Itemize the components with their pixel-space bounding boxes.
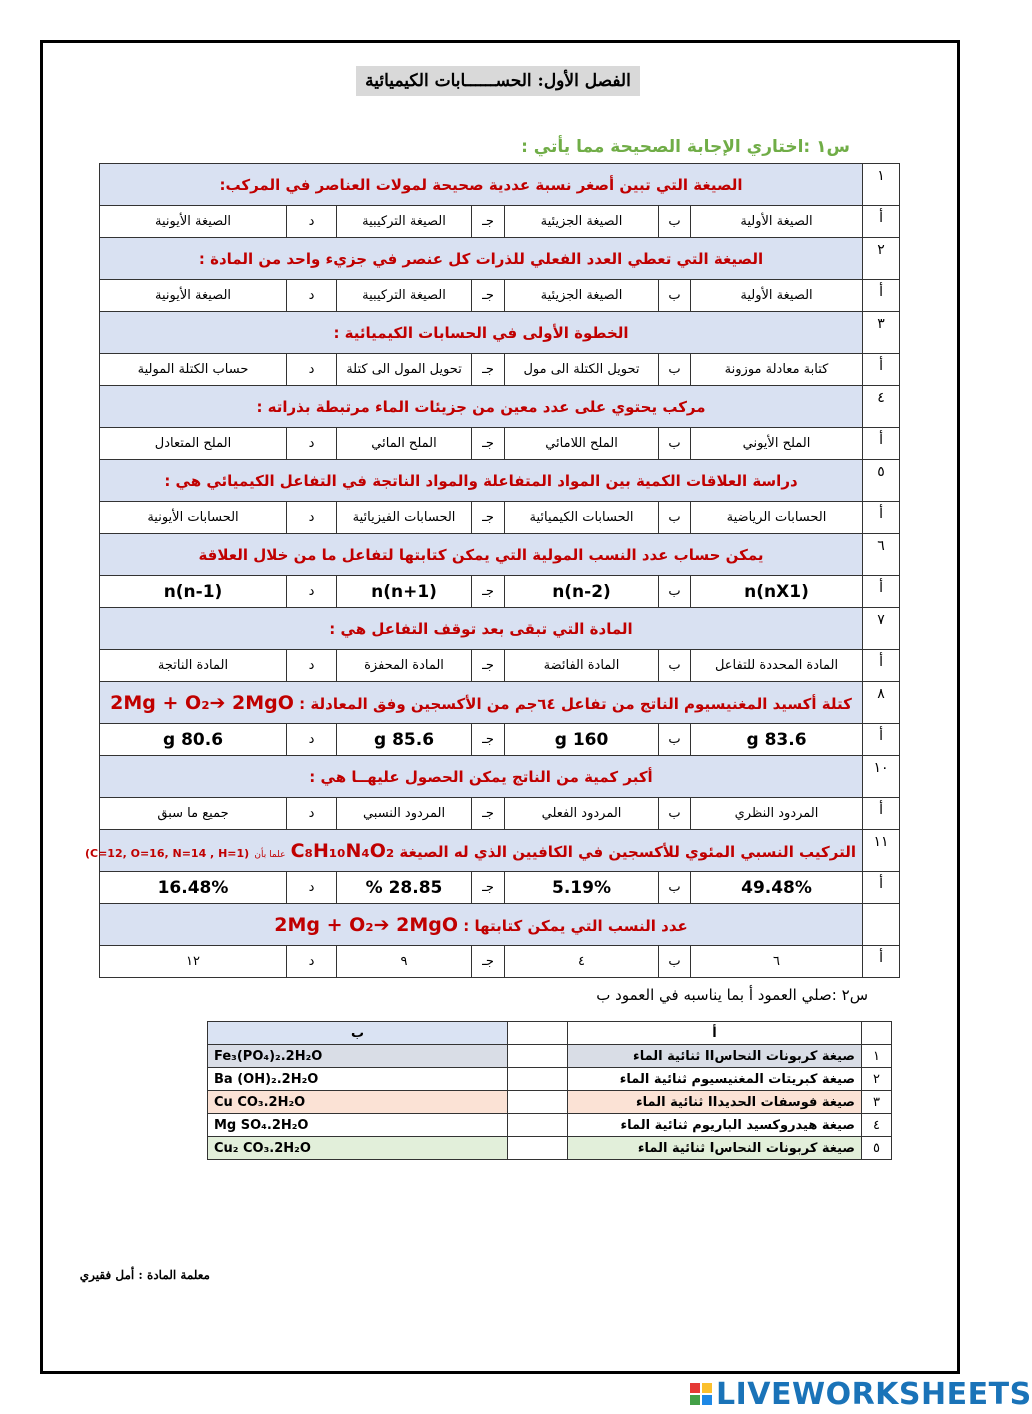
answer-row: [100, 946, 900, 978]
answer-option[interactable]: 80.6 g: [100, 724, 287, 756]
matching-row-number: ٤: [862, 1114, 892, 1137]
answer-option[interactable]: المادة الفائضة: [505, 650, 659, 682]
option-letter: د: [287, 650, 337, 682]
question-row: [100, 386, 900, 428]
answer-option[interactable]: n(n+1): [337, 576, 472, 608]
question-number: ٥: [863, 460, 900, 502]
answer-option[interactable]: الصيغة الجزيئية: [505, 280, 659, 312]
answer-option[interactable]: الصيغة الأيونية: [100, 280, 287, 312]
question-text-label: المادة التي تبقى بعد توقف التفاعل هي :: [329, 619, 633, 638]
caffeine-formula: C₈H₁₀N₄O₂: [290, 839, 395, 862]
question-text: [100, 460, 863, 502]
answer-row-letter: أ: [863, 724, 900, 756]
matching-row-number: ٣: [862, 1091, 892, 1114]
reaction-equation: 2Mg + O₂➔ 2MgO: [274, 913, 459, 936]
column-a-item: صيغة كبريتات المغنيسيوم ثنائية الماء: [568, 1068, 862, 1091]
option-letter: د: [287, 354, 337, 386]
option-letter: جـ: [472, 650, 505, 682]
given-label: علما بأن: [254, 849, 286, 860]
question-row: [100, 312, 900, 354]
answer-option[interactable]: الصيغة الأولية: [691, 206, 863, 238]
matching-table: [207, 1021, 892, 1160]
option-letter: د: [287, 576, 337, 608]
answer-row-letter: أ: [863, 354, 900, 386]
question-number: ٨: [863, 682, 900, 724]
answer-option[interactable]: الملح المتعادل: [100, 428, 287, 460]
answer-row-letter: أ: [863, 798, 900, 830]
matching-row-number: ٥: [862, 1137, 892, 1160]
option-letter: ب: [659, 798, 691, 830]
answer-option[interactable]: 5.19%: [505, 872, 659, 904]
matching-header-num: [862, 1022, 892, 1045]
option-letter: ب: [659, 428, 691, 460]
option-letter: د: [287, 798, 337, 830]
question-row: [100, 238, 900, 280]
option-letter: ب: [659, 650, 691, 682]
option-letter: د: [287, 428, 337, 460]
option-letter: ب: [659, 354, 691, 386]
option-letter: د: [287, 946, 337, 978]
option-letter: د: [287, 206, 337, 238]
option-letter: جـ: [472, 206, 505, 238]
answer-option[interactable]: ٩: [337, 946, 472, 978]
option-letter: د: [287, 872, 337, 904]
matching-header-row: [208, 1022, 892, 1045]
matching-row: [208, 1068, 892, 1091]
question-text: [100, 534, 863, 576]
reaction-equation: 2Mg + O₂➔ 2MgO: [110, 691, 294, 714]
answer-option[interactable]: ١٢: [100, 946, 287, 978]
matching-row-number: ١: [862, 1045, 892, 1068]
column-b-header: ب: [208, 1022, 508, 1045]
answer-option[interactable]: المادة المحددة للتفاعل: [691, 650, 863, 682]
answer-option[interactable]: 49.48%: [691, 872, 863, 904]
question-row: [100, 460, 900, 502]
question-text: [100, 238, 863, 280]
question-row: [100, 164, 900, 206]
column-b-item[interactable]: Cu CO₃.2H₂O: [208, 1091, 508, 1114]
question-text: [100, 682, 863, 724]
answer-option[interactable]: حساب الكتلة المولية: [100, 354, 287, 386]
option-letter: ب: [659, 502, 691, 534]
column-b-item[interactable]: Cu₂ CO₃.2H₂O: [208, 1137, 508, 1160]
column-a-item: صيغة هيدروكسيد الباريوم ثنائية الماء: [568, 1114, 862, 1137]
answer-option[interactable]: الصيغة الأيونية: [100, 206, 287, 238]
column-a-item: صيغة فوسفات الحديدII ثنائية الماء: [568, 1091, 862, 1114]
option-letter: ب: [659, 576, 691, 608]
answer-row-letter: أ: [863, 206, 900, 238]
answer-option[interactable]: المادة الناتجة: [100, 650, 287, 682]
answer-row: [100, 798, 900, 830]
question-2-heading: س٢ :صلي العمود أ بما يناسبه في العمود ب: [596, 986, 868, 1004]
answer-row: [100, 576, 900, 608]
question-text: [100, 386, 863, 428]
option-letter: جـ: [472, 872, 505, 904]
question-text-label: التركيب النسبي المئوي للأكسجين في الكافيين الذي له الصيغة: [399, 842, 857, 861]
answer-option[interactable]: 16.48%: [100, 872, 287, 904]
answer-option[interactable]: الصيغة التركيبية: [337, 206, 472, 238]
option-letter: جـ: [472, 280, 505, 312]
answer-option[interactable]: تحويل المول الى كتلة: [337, 354, 472, 386]
question-text: [100, 164, 863, 206]
question-number: ١٠: [863, 756, 900, 798]
answer-option[interactable]: الملح الأيوني: [691, 428, 863, 460]
question-text: [100, 608, 863, 650]
column-b-item[interactable]: Fe₃(PO₄)₂.2H₂O: [208, 1045, 508, 1068]
answer-option[interactable]: 160 g: [505, 724, 659, 756]
column-b-item[interactable]: Ba (OH)₂.2H₂O: [208, 1068, 508, 1091]
matching-row: [208, 1137, 892, 1160]
answer-option[interactable]: n(nX1): [691, 576, 863, 608]
question-row: [100, 608, 900, 650]
question-text: [100, 904, 863, 946]
answer-row: [100, 650, 900, 682]
answer-option[interactable]: الحسابات الأيونية: [100, 502, 287, 534]
option-letter: جـ: [472, 724, 505, 756]
option-letter: جـ: [472, 354, 505, 386]
question-text-label: الصيغة التي تبين أصغر نسبة عددية صحيحة لمولات العناصر في المركب:: [219, 175, 743, 194]
answer-option[interactable]: الحسابات الكيميائية: [505, 502, 659, 534]
answer-option[interactable]: الصيغة الأولية: [691, 280, 863, 312]
question-text-label: يمكن حساب عدد النسب المولية التي يمكن كتابتها لتفاعل ما من خلال العلاقة: [198, 545, 764, 564]
option-letter: ب: [659, 280, 691, 312]
liveworksheets-logo-icon: [690, 1383, 712, 1405]
question-text: [100, 312, 863, 354]
option-letter: جـ: [472, 946, 505, 978]
matching-answer-slot[interactable]: [508, 1045, 568, 1068]
answer-option[interactable]: الحسابات الرياضية: [691, 502, 863, 534]
brand-name: LIVEWORKSHEETS: [716, 1376, 1032, 1412]
answer-option[interactable]: تحويل الكتلة الى مول: [505, 354, 659, 386]
answer-option[interactable]: المادة المحفزة: [337, 650, 472, 682]
option-letter: جـ: [472, 576, 505, 608]
answer-row: [100, 280, 900, 312]
question-row: [100, 904, 900, 946]
answer-option[interactable]: المردود الفعلي: [505, 798, 659, 830]
teacher-name: معلمة المادة : أمل فقيري: [79, 1268, 210, 1282]
option-letter: د: [287, 502, 337, 534]
answer-option[interactable]: الملح اللامائي: [505, 428, 659, 460]
answer-option[interactable]: 83.6 g: [691, 724, 863, 756]
question-text-label: أكبر كمية من الناتج يمكن الحصول عليهــا هي :: [309, 767, 653, 786]
matching-row: [208, 1114, 892, 1137]
option-letter: ب: [659, 946, 691, 978]
question-row: [100, 534, 900, 576]
column-a-header: أ: [568, 1022, 862, 1045]
answer-row-letter: أ: [863, 576, 900, 608]
answer-option[interactable]: كتابة معادلة موزونة: [691, 354, 863, 386]
matching-header-gap: [508, 1022, 568, 1045]
question-text: [84, 830, 863, 872]
answer-option[interactable]: ٤: [505, 946, 659, 978]
answer-row-letter: أ: [863, 650, 900, 682]
answer-row: [100, 502, 900, 534]
answer-option[interactable]: ٦: [691, 946, 863, 978]
question-number: ١: [863, 164, 900, 206]
answer-row: [100, 354, 900, 386]
matching-answer-slot[interactable]: [508, 1137, 568, 1160]
answer-row-letter: أ: [863, 280, 900, 312]
question-text-label: الخطوة الأولى في الحسابات الكيميائية :: [333, 323, 629, 342]
question-text-label: عدد النسب التي يمكن كتابتها :: [463, 916, 688, 935]
option-letter: جـ: [472, 502, 505, 534]
answer-row-letter: أ: [863, 428, 900, 460]
option-letter: د: [287, 724, 337, 756]
question-text-label: دراسة العلاقات الكمية بين المواد المتفاعلة والمواد الناتجة في التفاعل الكيميائي هي :: [164, 471, 798, 490]
matching-answer-slot[interactable]: [508, 1068, 568, 1091]
answer-option[interactable]: الحسابات الفيزيائية: [337, 502, 472, 534]
matching-row: [208, 1045, 892, 1068]
answer-row: [100, 428, 900, 460]
option-letter: جـ: [472, 428, 505, 460]
question-number: ٤: [863, 386, 900, 428]
option-letter: ب: [659, 724, 691, 756]
column-a-item: صيغة كربونات النحاسII ثنائية الماء: [568, 1045, 862, 1068]
question-text-label: الصيغة التي تعطي العدد الفعلي للذرات كل عنصر في جزيء واحد من المادة :: [198, 249, 764, 268]
question-row: [100, 756, 900, 798]
option-letter: جـ: [472, 798, 505, 830]
question-text: [100, 756, 863, 798]
question-number: ٧: [863, 608, 900, 650]
given-masses: (C=12, O=16, N=14 , H=1): [84, 846, 250, 860]
question-number: ١١: [863, 830, 900, 872]
answer-option[interactable]: 85.6 g: [337, 724, 472, 756]
matching-row-number: ٢: [862, 1068, 892, 1091]
question-1-heading: س١ :اختاري الإجابة الصحيحة مما يأتي :: [521, 137, 850, 157]
question-text-label: مركب يحتوي على عدد معين من جزيئات الماء مرتبطة بذراته :: [256, 397, 706, 416]
answer-option[interactable]: 28.85 %: [337, 872, 472, 904]
answer-option[interactable]: n(n-1): [100, 576, 287, 608]
answer-row-letter: أ: [863, 872, 900, 904]
matching-row: [208, 1091, 892, 1114]
question-text-label: كتلة أكسيد المغنيسيوم الناتج من تفاعل ٦٤جم من الأكسجين وفق المعادلة :: [299, 694, 852, 713]
question-row: [100, 682, 900, 724]
answer-option[interactable]: الملح المائي: [337, 428, 472, 460]
question-number: ٦: [863, 534, 900, 576]
answer-option[interactable]: المردود النسبي: [337, 798, 472, 830]
answer-option[interactable]: n(n-2): [505, 576, 659, 608]
question-number: [863, 904, 900, 946]
answer-option[interactable]: جميع ما سبق: [100, 798, 287, 830]
answer-row-letter: أ: [863, 502, 900, 534]
answer-option[interactable]: الصيغة الجزيئية: [505, 206, 659, 238]
matching-answer-slot[interactable]: [508, 1114, 568, 1137]
question-number: ٢: [863, 238, 900, 280]
option-letter: د: [287, 280, 337, 312]
matching-answer-slot[interactable]: [508, 1091, 568, 1114]
question-row: [100, 830, 900, 872]
answer-row: [100, 206, 900, 238]
answer-option[interactable]: المردود النظري: [691, 798, 863, 830]
question-number: ٣: [863, 312, 900, 354]
answer-row: [100, 872, 900, 904]
answer-row: [100, 724, 900, 756]
option-letter: ب: [659, 206, 691, 238]
column-a-item: صيغة كربونات النحاسI ثنائية الماء: [568, 1137, 862, 1160]
answer-row-letter: أ: [863, 946, 900, 978]
answer-option[interactable]: الصيغة التركيبية: [337, 280, 472, 312]
mcq-table: [84, 163, 900, 978]
brand-logo[interactable]: [690, 1376, 1032, 1412]
column-b-item[interactable]: Mg SO₄.2H₂O: [208, 1114, 508, 1137]
page-title: الفصل الأول: الحســــــابات الكيميائية: [356, 66, 640, 96]
option-letter: ب: [659, 872, 691, 904]
